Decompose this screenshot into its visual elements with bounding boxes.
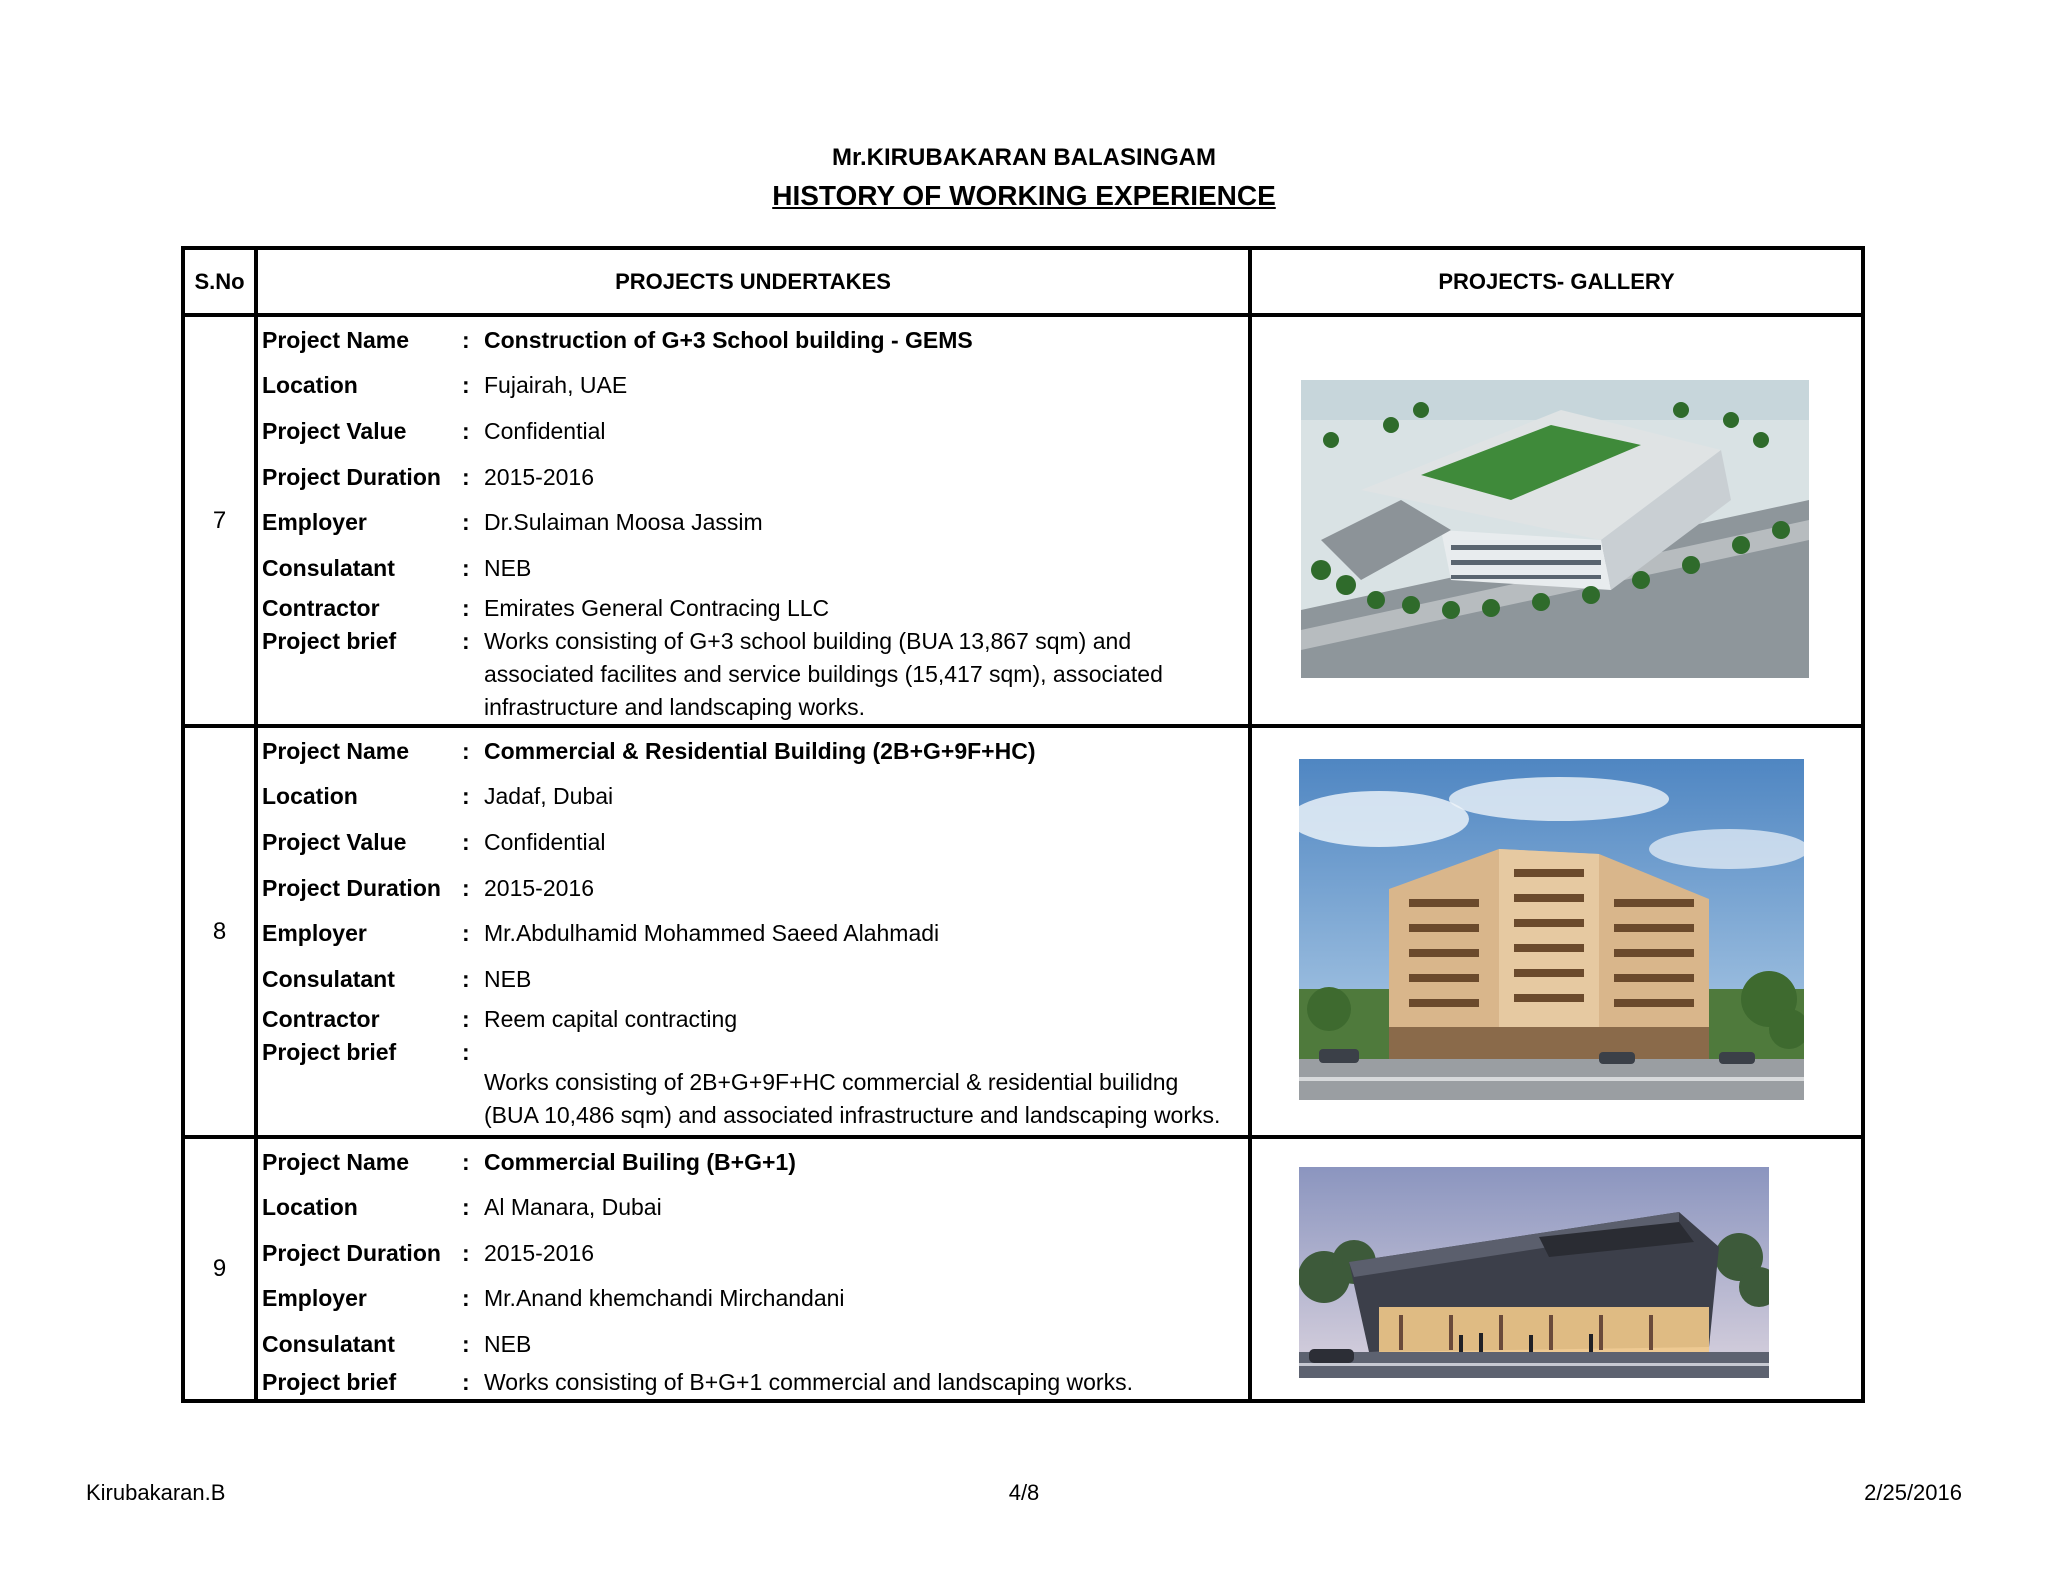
field-value: Confidential (484, 418, 606, 444)
field-label: Contractor (262, 1006, 380, 1032)
field-label: Project brief (262, 1369, 397, 1395)
field-value: 2015-2016 (484, 1240, 594, 1266)
location-field: Location : Jadaf, Dubai (258, 781, 1248, 827)
project-name-field: Project Name : Commercial & Residential Building (2B+G+9F+HC) (258, 736, 1248, 781)
author-name: Mr.KIRUBAKARAN BALASINGAM (832, 144, 1216, 171)
field-value: NEB (484, 966, 532, 992)
employer-field: Employer : Mr.Anand khemchandi Mirchandani (258, 1283, 1248, 1329)
field-value: Fujairah, UAE (484, 372, 628, 398)
field-label: Location (262, 372, 358, 398)
table-row (183, 726, 1863, 1137)
employer-field: Employer : Dr.Sulaiman Moosa Jassim (258, 507, 1248, 553)
field-value: Al Manara, Dubai (484, 1194, 662, 1220)
field-label: Consulatant (262, 966, 395, 992)
field-label: Project Duration (262, 875, 441, 901)
field-value: Confidential (484, 829, 606, 855)
serial-number: 7 (183, 315, 256, 726)
project-value-field: Project Value : Confidential (258, 416, 1248, 462)
consultant-field: Consulatant : NEB (258, 553, 1248, 593)
field-value: Jadaf, Dubai (484, 783, 614, 809)
project-name-field: Project Name : Commercial Builing (B+G+1) (258, 1147, 1248, 1192)
field-label: Location (262, 783, 358, 809)
field-value: Construction of G+3 School building - GEMS (484, 327, 973, 353)
table-header-row (183, 248, 1863, 315)
field-value: Reem capital contracting (484, 1006, 738, 1032)
field-label: Location (262, 1194, 358, 1220)
field-label: Project Value (262, 418, 407, 444)
serial-number: 8 (183, 726, 256, 1137)
consultant-field: Consulatant : NEB (258, 1329, 1248, 1367)
field-label: Project Duration (262, 1240, 441, 1266)
contractor-field: Contractor : Emirates General Contracing LLC (258, 593, 1248, 625)
location-field: Location : Al Manara, Dubai (258, 1192, 1248, 1238)
footer-page-number: 4/8 (1008, 1480, 1040, 1505)
field-value: Commercial Builing (B+G+1) (484, 1149, 796, 1175)
project-duration-field: Project Duration : 2015-2016 (258, 873, 1248, 918)
field-label: Project Name (262, 738, 410, 764)
page-title: HISTORY OF WORKING EXPERIENCE (772, 180, 1276, 211)
field-label: Project Name (262, 327, 410, 353)
field-value: 2015-2016 (484, 464, 594, 490)
field-value: Works consisting of G+3 school building (BUA 13,867 sqm) and associated facilites and service buildings (15,417 sqm), associated infrastructure and landscaping works. (484, 628, 1163, 720)
table-row (183, 315, 1863, 726)
residential-tower-image (1299, 759, 1804, 1100)
field-label: Project Name (262, 1149, 410, 1175)
experience-table (181, 246, 1865, 1403)
project-brief-field: Project brief : Works consisting of B+G+1 commercial and landscaping works. (258, 1367, 1248, 1397)
field-label: Project brief (262, 628, 397, 654)
school-building-image (1301, 380, 1809, 678)
consultant-field: Consulatant : NEB (258, 964, 1248, 1004)
footer-author: Kirubakaran.B (86, 1480, 226, 1505)
project-details (256, 315, 1250, 726)
field-label: Employer (262, 509, 367, 535)
field-value: Works consisting of B+G+1 commercial and landscaping works. (484, 1369, 1133, 1395)
field-label: Employer (262, 1285, 367, 1311)
project-name-field: Project Name : Construction of G+3 School building - GEMS (258, 325, 1248, 370)
field-label: Project brief (262, 1039, 397, 1065)
field-value: Emirates General Contracing LLC (484, 595, 830, 621)
project-duration-field: Project Duration : 2015-2016 (258, 462, 1248, 507)
col-projects-header: PROJECTS UNDERTAKES (256, 248, 1250, 315)
footer-date: 2/25/2016 (1864, 1480, 1962, 1505)
field-value: Mr.Abdulhamid Mohammed Saeed Alahmadi (484, 920, 940, 946)
field-label: Consulatant (262, 555, 395, 581)
contractor-field: Contractor : Reem capital contracting (258, 1004, 1248, 1036)
project-details (256, 1137, 1250, 1401)
field-value: Mr.Anand khemchandi Mirchandani (484, 1285, 845, 1311)
gallery-cell (1250, 315, 1863, 726)
field-label: Project Value (262, 829, 407, 855)
gallery-cell (1250, 726, 1863, 1137)
field-value: 2015-2016 (484, 875, 594, 901)
gallery-cell (1250, 1137, 1863, 1401)
table-row (183, 1137, 1863, 1401)
location-field: Location : Fujairah, UAE (258, 370, 1248, 416)
field-value: Dr.Sulaiman Moosa Jassim (484, 509, 763, 535)
field-value: NEB (484, 555, 532, 581)
project-brief-field: Project brief : Works consisting of 2B+G+9F+HC commercial & residential builidng (BUA 10,486 sqm) and associated infrastructure and landscaping works. (258, 1036, 1248, 1132)
project-details (256, 726, 1250, 1137)
project-value-field: Project Value : Confidential (258, 827, 1248, 873)
col-sno-header: S.No (183, 248, 256, 315)
serial-number: 9 (183, 1137, 256, 1401)
project-brief-field: Project brief : Works consisting of G+3 school building (BUA 13,867 sqm) and associated facilites and service buildings (15,417 sqm), associated infrastructure and landscaping works. (258, 625, 1248, 724)
field-label: Employer (262, 920, 367, 946)
field-label: Project Duration (262, 464, 441, 490)
commercial-building-image (1299, 1167, 1769, 1378)
project-duration-field: Project Duration : 2015-2016 (258, 1238, 1248, 1283)
field-label: Consulatant (262, 1331, 395, 1357)
field-value: Works consisting of 2B+G+9F+HC commercial & residential builidng (BUA 10,486 sqm) and associated infrastructure and landscaping works. (484, 1069, 1221, 1128)
employer-field: Employer : Mr.Abdulhamid Mohammed Saeed Alahmadi (258, 918, 1248, 964)
field-value: Commercial & Residential Building (2B+G+9F+HC) (484, 738, 1036, 764)
field-value: NEB (484, 1331, 532, 1357)
col-gallery-header: PROJECTS- GALLERY (1250, 248, 1863, 315)
field-label: Contractor (262, 595, 380, 621)
